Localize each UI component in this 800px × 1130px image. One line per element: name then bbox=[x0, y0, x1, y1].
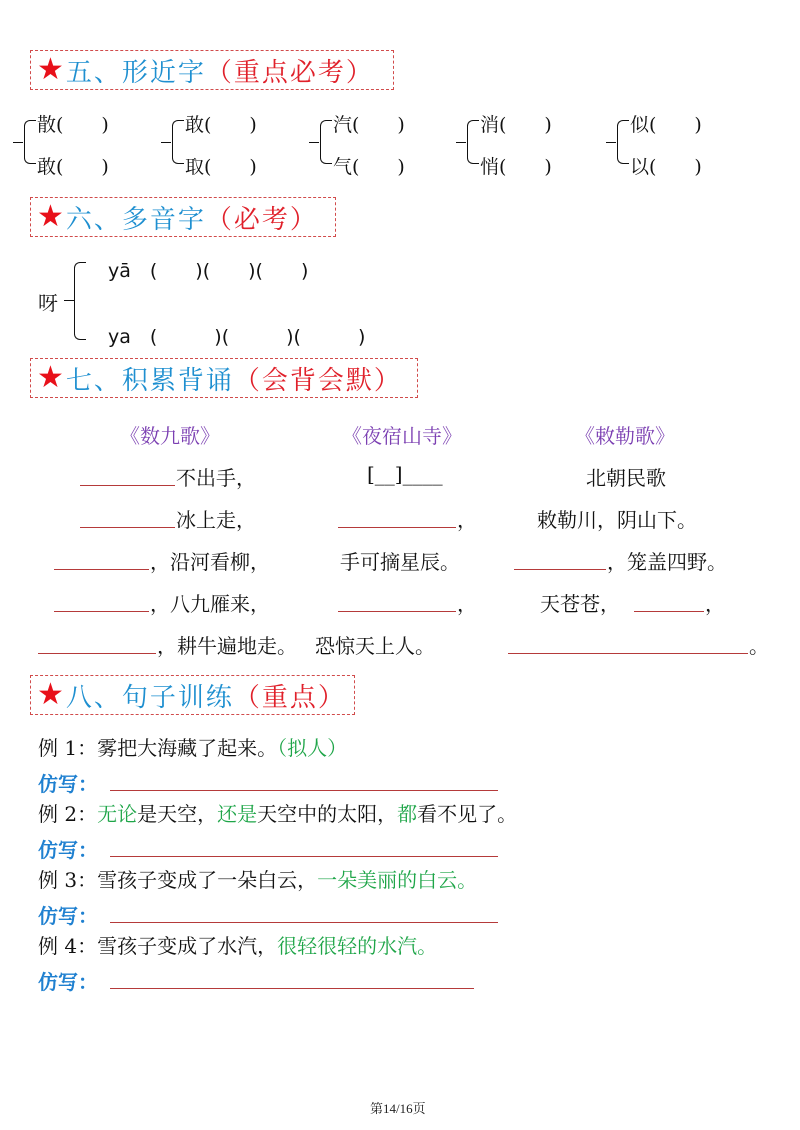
poem-title: 《夜宿山寺》 bbox=[342, 424, 462, 448]
example-sentence: 例 2：无论是天空，还是天空中的太阳，都看不见了。 bbox=[38, 802, 518, 826]
imitate-blank[interactable] bbox=[110, 790, 498, 791]
section-tag: （会背会默） bbox=[233, 365, 402, 396]
pair-bottom: 敢( ) bbox=[37, 156, 109, 178]
example-sentence bbox=[38, 732, 347, 761]
star-icon: ★ bbox=[37, 677, 64, 712]
poem-author: 北朝民歌 bbox=[586, 466, 666, 490]
answer-blank[interactable] bbox=[80, 527, 175, 528]
answer-blank[interactable] bbox=[514, 569, 606, 570]
poem-line: 天苍苍， bbox=[540, 592, 620, 616]
answer-blank[interactable] bbox=[338, 527, 456, 528]
poem-line: ， bbox=[705, 592, 725, 616]
pair-top: 敢( ) bbox=[185, 114, 257, 136]
example-label: 例 4： bbox=[38, 934, 98, 958]
imitate-blank[interactable] bbox=[110, 856, 498, 857]
answer-blank[interactable] bbox=[54, 569, 149, 570]
section-tag: （重点必考） bbox=[205, 57, 374, 88]
brace-icon bbox=[320, 120, 332, 164]
section-title: 八、句子训练 bbox=[65, 682, 234, 713]
poem-line: 恐惊天上人。 bbox=[315, 634, 435, 658]
poem-line: 冰上走， bbox=[176, 508, 256, 532]
section-title: 七、积累背诵 bbox=[65, 365, 234, 396]
example-text: 雾把大海藏了起来。 bbox=[97, 736, 278, 760]
answer-blank[interactable] bbox=[634, 611, 704, 612]
brace-icon bbox=[467, 120, 479, 164]
star-icon: ★ bbox=[37, 360, 64, 395]
section-title: 五、形近字 bbox=[65, 57, 206, 88]
polyphone-char: 呀 bbox=[38, 291, 58, 315]
poem-line: ， bbox=[457, 508, 477, 532]
pair-bottom: 悄( ) bbox=[480, 156, 552, 178]
pair-top: 消( ) bbox=[480, 114, 552, 136]
poem-line: ，沿河看柳， bbox=[150, 550, 270, 574]
section-title: 六、多音字 bbox=[65, 204, 206, 235]
brace-icon bbox=[172, 120, 184, 164]
star-icon: ★ bbox=[37, 199, 64, 234]
pair-bottom: 气( ) bbox=[333, 156, 405, 178]
answer-blank[interactable] bbox=[508, 653, 748, 654]
poem-line: 。 bbox=[749, 634, 769, 658]
poem-line: ，笼盖四野。 bbox=[607, 550, 727, 574]
example-sentence: 例 4：雪孩子变成了水汽，很轻很轻的水汽。 bbox=[38, 934, 438, 958]
brace-icon bbox=[74, 262, 86, 340]
section-tag: （必考） bbox=[205, 204, 318, 235]
brace-icon bbox=[617, 120, 629, 164]
poem-line: 手可摘星辰。 bbox=[340, 550, 460, 574]
polyphone-reading-1: yā ( )( )( ) bbox=[108, 260, 309, 282]
imitate-blank[interactable] bbox=[110, 988, 474, 989]
answer-blank[interactable] bbox=[80, 485, 175, 486]
imitate-blank[interactable] bbox=[110, 922, 498, 923]
poem-title: 《敕勒歌》 bbox=[575, 424, 675, 448]
pair-top: 似( ) bbox=[630, 114, 702, 136]
example-sentence: 例 3：雪孩子变成了一朵白云，一朵美丽的白云。 bbox=[38, 868, 478, 892]
poem-line: 不出手， bbox=[176, 466, 256, 490]
section-heading-sentence bbox=[30, 675, 355, 715]
pair-top: 汽( ) bbox=[333, 114, 405, 136]
brace-icon bbox=[24, 120, 36, 164]
pair-bottom: 取( ) bbox=[185, 156, 257, 178]
answer-blank[interactable] bbox=[338, 611, 456, 612]
example-hint: （拟人） bbox=[277, 736, 348, 760]
answer-blank[interactable] bbox=[54, 611, 149, 612]
poem-title: 《数九歌》 bbox=[120, 424, 220, 448]
poem-line: ，八九雁来， bbox=[150, 592, 270, 616]
poem-line: ，耕牛遍地走。 bbox=[157, 634, 297, 658]
star-icon: ★ bbox=[37, 52, 64, 87]
poem-line: [__]____ bbox=[367, 462, 443, 486]
imitate-label: 仿写： bbox=[38, 904, 98, 928]
pair-top: 散( ) bbox=[37, 114, 109, 136]
example-label: 例 2： bbox=[38, 802, 98, 826]
example-label: 例 3： bbox=[38, 868, 98, 892]
imitate-label: 仿写： bbox=[38, 970, 98, 994]
answer-blank[interactable] bbox=[38, 653, 156, 654]
poem-line: ， bbox=[457, 592, 477, 616]
poem-line: 敕勒川，阴山下。 bbox=[537, 508, 697, 532]
imitate-label: 仿写： bbox=[38, 772, 98, 796]
polyphone-reading-2: ya ( )( )( ) bbox=[108, 326, 366, 348]
page-number: 第14/16页 bbox=[370, 1101, 426, 1116]
pair-bottom: 以( ) bbox=[630, 156, 702, 178]
example-label: 例 1： bbox=[38, 736, 98, 760]
section-heading-shape-similar bbox=[30, 50, 394, 90]
section-heading-polyphone bbox=[30, 197, 336, 237]
imitate-label: 仿写： bbox=[38, 838, 98, 862]
section-tag: （重点） bbox=[233, 682, 346, 713]
section-heading-recitation bbox=[30, 358, 418, 398]
